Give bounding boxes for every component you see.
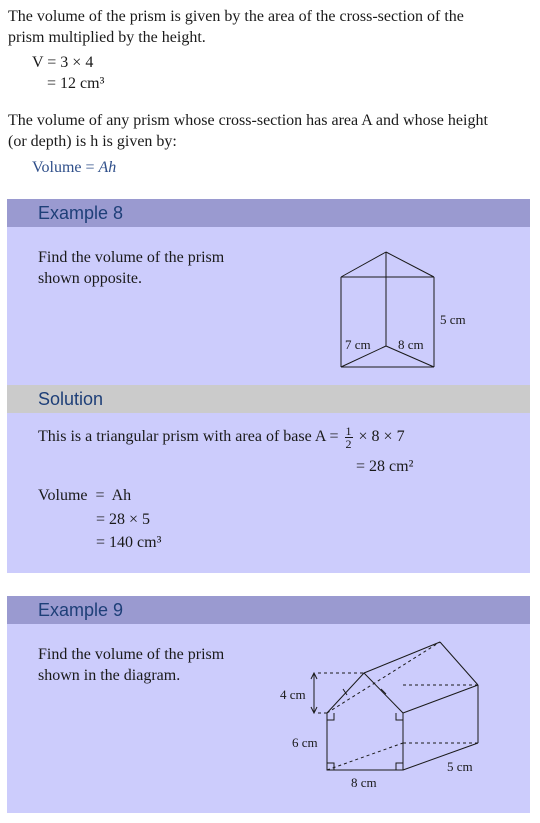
solution-header bbox=[7, 385, 530, 413]
solution-line-1-suffix: × 8 × 7 bbox=[354, 428, 405, 446]
intro-line-2: prism multiplied by the height. bbox=[8, 29, 206, 46]
equation-1 bbox=[32, 53, 93, 73]
example-9-label-wall: 6 cm bbox=[292, 735, 318, 750]
solution-volume-3: = 140 cm³ bbox=[96, 534, 162, 551]
example-9-header bbox=[7, 596, 530, 624]
example-8-label-height: 5 cm bbox=[440, 312, 466, 327]
formula bbox=[32, 158, 116, 178]
example-9-label-depth: 5 cm bbox=[447, 759, 473, 774]
example-9-label-width: 8 cm bbox=[351, 775, 377, 790]
example-9-label-roof: 4 cm bbox=[280, 687, 306, 702]
example-8-question-1: Find the volume of the prism bbox=[38, 249, 225, 266]
solution-title: Solution bbox=[38, 389, 104, 409]
intro-line-1: The volume of the prism is given by the area of the cross-section of the bbox=[8, 8, 464, 25]
example-8-label-b: 8 cm bbox=[398, 337, 424, 352]
solution-line-1-prefix: This is a triangular prism with area of base A = bbox=[38, 428, 343, 446]
formula-value: Ah bbox=[98, 159, 117, 176]
solution-box bbox=[7, 413, 530, 573]
fraction-denominator: 2 bbox=[345, 437, 352, 451]
example-9-question-1: Find the volume of the prism bbox=[38, 646, 225, 663]
fraction-half bbox=[345, 425, 353, 450]
equation-2: = 12 cm³ bbox=[47, 75, 105, 92]
solution-line-2: = 28 cm² bbox=[356, 458, 414, 475]
triangular-prism-diagram bbox=[327, 245, 487, 373]
solution-line-1 bbox=[38, 425, 405, 450]
example-8-label-a: 7 cm bbox=[345, 337, 371, 352]
solution-volume-1: Volume = Ah bbox=[38, 487, 132, 504]
example-8-title: Example 8 bbox=[38, 203, 124, 223]
general-line-1: The volume of any prism whose cross-section has area A and whose height bbox=[8, 112, 488, 129]
example-8-box bbox=[7, 227, 530, 385]
formula-label: Volume = bbox=[32, 159, 99, 176]
example-8-header bbox=[7, 199, 530, 227]
example-9-question-2: shown in the diagram. bbox=[38, 667, 181, 684]
house-prism-diagram bbox=[262, 641, 492, 791]
general-line-2: (or depth) is h is given by: bbox=[8, 133, 177, 150]
equation-1-text: V = 3 × 4 bbox=[32, 54, 94, 71]
example-9-box bbox=[7, 624, 530, 813]
fraction-numerator: 1 bbox=[345, 424, 352, 438]
example-9-title: Example 9 bbox=[38, 600, 124, 620]
example-8-question-2: shown opposite. bbox=[38, 270, 142, 287]
solution-volume-2: = 28 × 5 bbox=[96, 511, 151, 528]
